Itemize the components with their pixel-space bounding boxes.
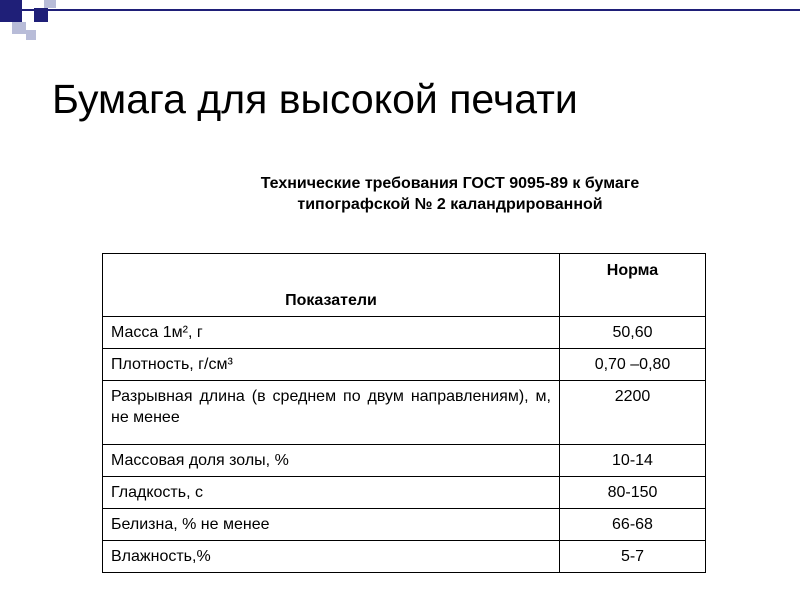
table-row <box>103 381 706 445</box>
param-cell: Массовая доля золы, % <box>103 445 560 477</box>
table-row <box>103 349 706 381</box>
value-cell: 0,70 –0,80 <box>560 349 706 381</box>
table-row <box>103 477 706 509</box>
value-cell: 5-7 <box>560 541 706 573</box>
param-cell: Белизна, % не менее <box>103 509 560 541</box>
deco-square-5 <box>26 30 36 40</box>
value-cell: 66-68 <box>560 509 706 541</box>
caption-line-2: типографской № 2 каландрированной <box>297 196 603 213</box>
param-cell: Влажность,% <box>103 541 560 573</box>
param-cell: Разрывная длина (в среднем по двум направлениям), м, не менее <box>103 381 560 445</box>
value-cell: 50,60 <box>560 317 706 349</box>
table-row <box>103 509 706 541</box>
value-cell: 10-14 <box>560 445 706 477</box>
param-cell: Плотность, г/см³ <box>103 349 560 381</box>
header-parameters: Показатели <box>103 254 560 317</box>
header-norm: Норма <box>560 254 706 317</box>
value-cell: 2200 <box>560 381 706 445</box>
param-cell: Гладкость, с <box>103 477 560 509</box>
specifications-table <box>102 253 706 573</box>
decorative-header-pattern <box>0 0 800 50</box>
deco-square-1 <box>0 0 22 22</box>
table-header-row <box>103 254 706 317</box>
caption-line-1: Технические требования ГОСТ 9095-89 к бумаге <box>260 175 640 192</box>
table-row <box>103 445 706 477</box>
value-cell: 80-150 <box>560 477 706 509</box>
deco-square-4 <box>12 22 26 34</box>
table-row <box>103 317 706 349</box>
table-row <box>103 541 706 573</box>
slide-title: Бумага для высокой печати <box>52 76 578 122</box>
param-cell: Масса 1м², г <box>103 317 560 349</box>
deco-square-6 <box>44 0 56 8</box>
table-caption <box>200 173 700 215</box>
